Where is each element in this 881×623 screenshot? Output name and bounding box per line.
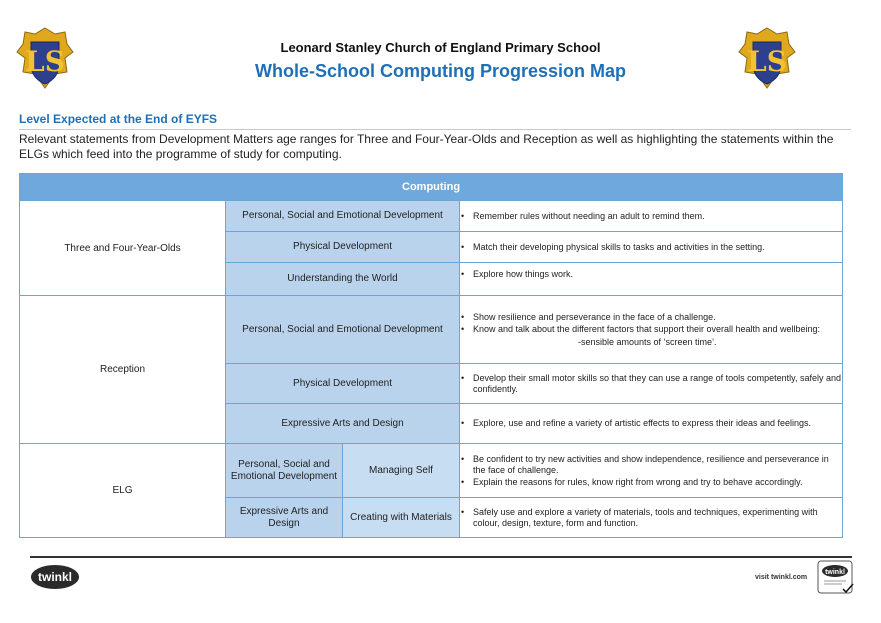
sub-area-cell: Creating with Materials <box>343 498 460 538</box>
area-cell: Personal, Social and Emotional Development <box>226 296 460 364</box>
age-group-label: Three and Four-Year-Olds <box>20 201 226 296</box>
area-cell: Personal, Social and Emotional Development <box>226 201 460 232</box>
heading-divider <box>19 129 851 130</box>
statement-sub-note: -sensible amounts of ‘screen time’. <box>578 337 717 347</box>
age-group-label: ELG <box>20 444 226 538</box>
statement-item: • Know and talk about the different factors that support their overall health and wellbeing: <box>460 324 842 335</box>
statements-cell <box>460 364 843 404</box>
crest-letters: LS <box>25 45 65 78</box>
crest-letters: LS <box>747 45 787 78</box>
statement-item: • Explain the reasons for rules, know right from wrong and try to behave accordingly. <box>460 477 842 488</box>
table-row <box>20 201 843 232</box>
statement-item: • Safely use and explore a variety of materials, tools and techniques, experimenting with colour, design, texture, form and function. <box>460 507 842 529</box>
statements-cell <box>460 232 843 263</box>
page-title: Whole-School Computing Progression Map <box>255 61 626 81</box>
statement-item: • Show resilience and perseverance in the face of a challenge. <box>460 312 842 323</box>
table-header: Computing <box>20 174 843 201</box>
section-heading: Level Expected at the End of EYFS <box>19 112 218 126</box>
statements-cell <box>460 444 843 498</box>
statements-cell <box>460 263 843 296</box>
area-cell: Expressive Arts and Design <box>226 498 343 538</box>
visit-link[interactable]: visit twinkl.com <box>755 574 808 581</box>
age-group-label: Reception <box>20 296 226 444</box>
table-row <box>20 444 843 498</box>
statement-item: • Explore how things work. <box>460 269 842 280</box>
school-name: Leonard Stanley Church of England Primary School <box>280 40 601 55</box>
twinkl-logo[interactable] <box>30 563 80 591</box>
quality-standard-badge-icon <box>817 560 855 596</box>
statements-cell <box>460 201 843 232</box>
sub-area-cell: Managing Self <box>343 444 460 498</box>
intro-text: Relevant statements from Development Matters age ranges for Three and Four-Year-Olds and Reception as well as highlighting the statements within the ELGs which feed into the programme of study for computing. <box>19 132 834 161</box>
area-cell: Personal, Social and Emotional Development <box>226 444 343 498</box>
school-crest-icon <box>737 26 797 92</box>
footer-divider <box>30 556 852 558</box>
statement-item: • Explore, use and refine a variety of artistic effects to express their ideas and feelings. <box>460 418 842 429</box>
twinkl-logo-text: twinkl <box>37 570 73 584</box>
statements-cell <box>460 498 843 538</box>
school-crest-icon <box>15 26 75 92</box>
statement-item: • Match their developing physical skills to tasks and activities in the setting. <box>460 242 842 253</box>
area-cell: Physical Development <box>226 232 460 263</box>
progression-table <box>19 173 843 538</box>
area-cell: Physical Development <box>226 364 460 404</box>
statement-item: • Develop their small motor skills so that they can use a range of tools competently, safely and confidently. <box>460 373 842 395</box>
badge-title: twinkl <box>825 569 845 576</box>
statement-item: • Remember rules without needing an adult to remind them. <box>460 211 842 222</box>
area-cell: Understanding the World <box>226 263 460 296</box>
statements-cell <box>460 404 843 444</box>
area-cell: Expressive Arts and Design <box>226 404 460 444</box>
statement-item: • Be confident to try new activities and show independence, resilience and perseverance in the face of challenge. <box>460 454 842 476</box>
table-row <box>20 296 843 364</box>
statements-cell <box>460 296 843 364</box>
